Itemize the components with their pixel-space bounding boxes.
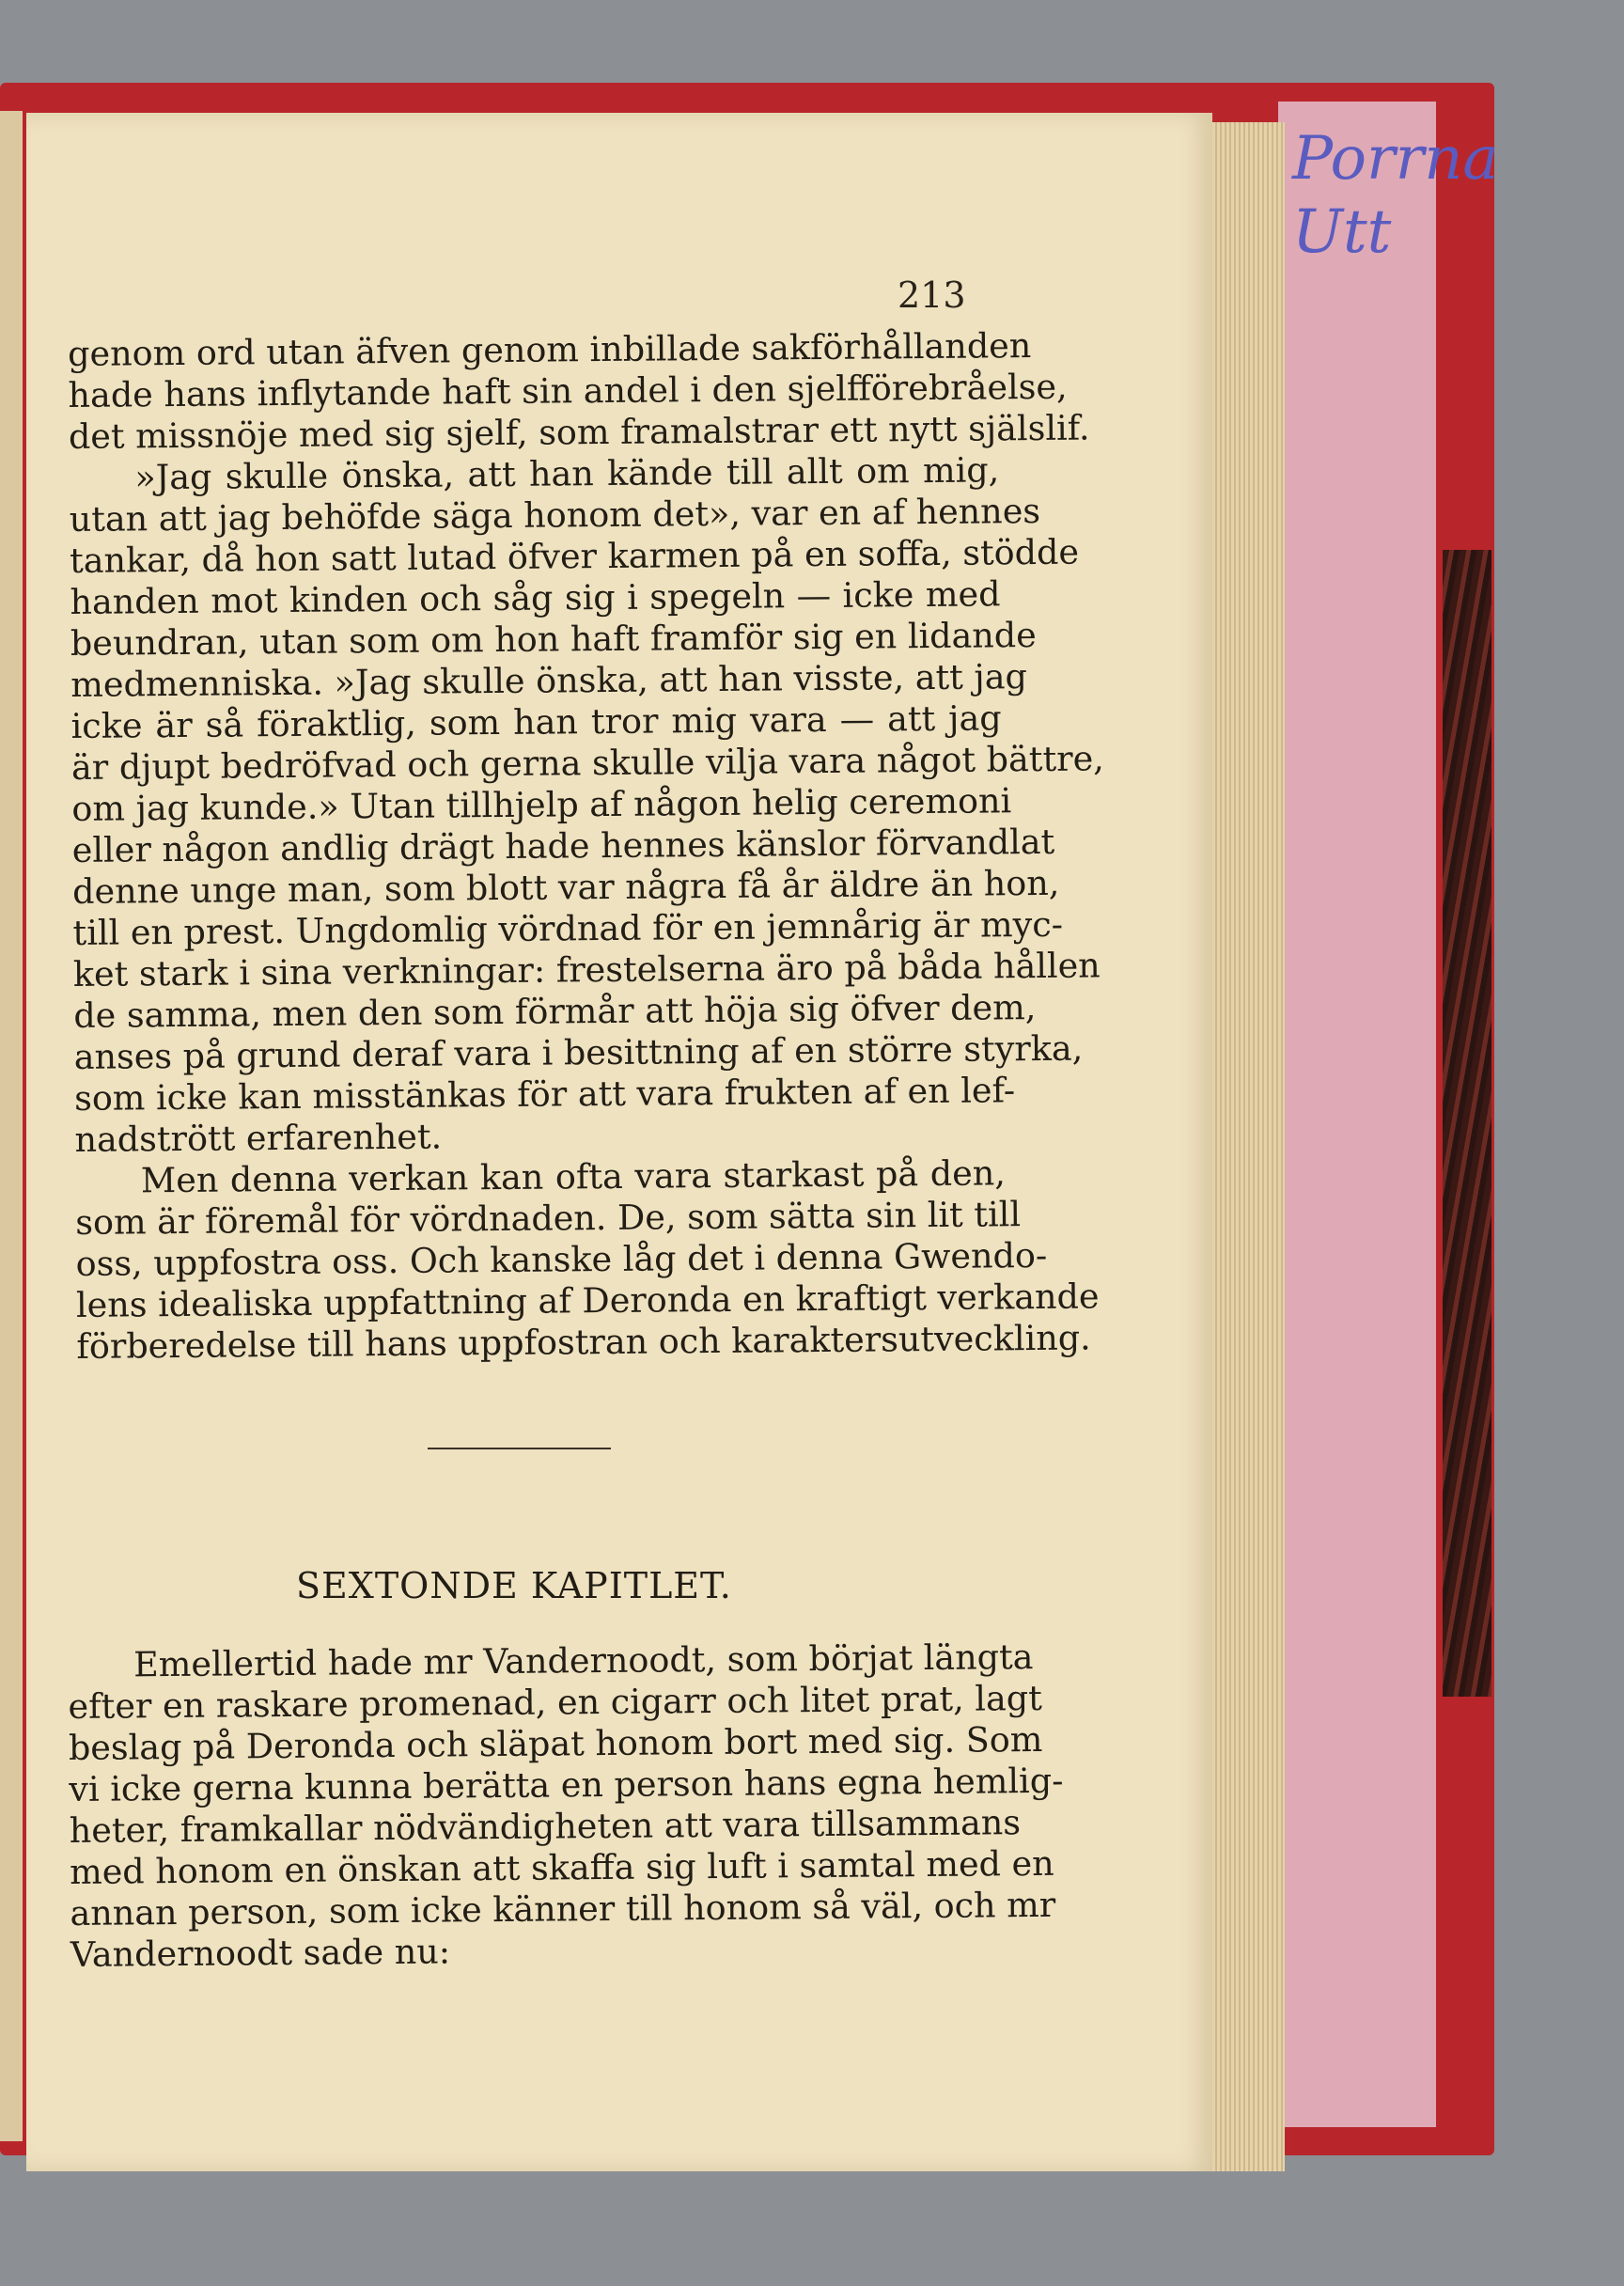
text-line: oss, uppfostra oss. Och kanske låg det i denna Gwendo- — [75, 1234, 1048, 1284]
chapter-heading: SEXTONDE KAPITLET. — [296, 1565, 732, 1606]
text-line: förberedelse till hans uppfostran och karaktersutveckling. — [76, 1317, 1091, 1367]
facing-page-edge — [0, 111, 23, 2141]
text-line: Emellertid hade mr Vandernoodt, som börjat längta — [133, 1636, 1034, 1685]
text-line: anses på grund deraf vara i besittning af en större styrka, — [73, 1027, 1084, 1077]
handwriting-line: Porrna — [1292, 124, 1499, 194]
text-line: nadstrött erfarenhet. — [74, 1116, 443, 1160]
text-line: Men denna verkan kan ofta vara starkast på den, — [140, 1152, 1007, 1201]
text-line: efter en raskare promenad, en cigarr och litet prat, lagt — [68, 1677, 1042, 1727]
text-line: medmenniska. »Jag skulle önska, att han visste, att jag — [70, 656, 1028, 705]
text-line: handen mot kinden och såg sig i spegeln — icke med — [70, 573, 1001, 622]
text-line: beslag på Deronda och släpat honom bort med sig. Som — [68, 1718, 1043, 1768]
text-line: ket stark i sina verkningar: frestelserna äro på båda hållen — [72, 945, 1101, 994]
text-line: beundran, utan som om hon haft framför sig en lidande — [70, 615, 1037, 664]
text-line: vi icke gerna kunna berätta en person hans egna hemlig- — [69, 1760, 1064, 1809]
text-line: tankar, då hon satt lutad öfver karmen på en soffa, stödde — [69, 531, 1080, 581]
text-line: eller någon andlig drägt hade hennes känslor förvandlat — [71, 821, 1055, 870]
cover-marbled-spine — [1443, 550, 1491, 1697]
text-line: till en prest. Ungdomlig vördnad för en jemnårig är myc- — [72, 903, 1064, 953]
text-line: hade hans inflytande haft sin andel i den sjelfförebråelse, — [68, 366, 1068, 415]
text-line: lens idealiska uppfattning af Deronda en kraftigt verkande — [75, 1276, 1100, 1325]
page-edges — [1208, 122, 1285, 2171]
text-line: heter, framkallar nödvändigheten att vara tillsammans — [69, 1802, 1022, 1851]
text-line: som icke kan misstänkas för att vara frukten af en lef- — [73, 1070, 1016, 1119]
body-text-bottom — [68, 1636, 1064, 1976]
text-line: icke är så föraktlig, som han tror mig vara — att jag — [70, 697, 1002, 746]
text-line: »Jag skulle önska, att han kände till allt om mig, — [134, 449, 1000, 498]
text-line: som är föremål för vördnaden. De, som sätta sin lit till — [75, 1194, 1022, 1243]
handwriting-line: Utt — [1292, 197, 1392, 267]
pink-endpaper — [1278, 102, 1436, 2127]
handwritten-note — [1292, 122, 1499, 282]
text-line: Vandernoodt sade nu: — [70, 1931, 451, 1975]
text-line: med honom en önskan att skaffa sig luft i samtal med en — [69, 1842, 1054, 1892]
body-text-top — [68, 325, 1104, 1368]
page-number: 213 — [898, 274, 966, 316]
text-line: genom ord utan äfven genom inbillade sakförhållanden — [68, 325, 1032, 374]
text-line: det missnöje med sig sjelf, som framalstrar ett nytt själslif. — [68, 407, 1090, 457]
text-line: denne unge man, som blott var några få år äldre än hon, — [71, 862, 1060, 912]
text-line: annan person, som icke känner till honom så väl, och mr — [70, 1884, 1056, 1934]
text-line: de samma, men den som förmår att höja sig öfver dem, — [73, 987, 1037, 1036]
text-line: utan att jag behöfde säga honom det», var en af hennes — [69, 490, 1041, 540]
section-separator — [428, 1448, 611, 1449]
text-line: om jag kunde.» Utan tillhjelp af någon helig ceremoni — [71, 780, 1012, 829]
text-line: är djupt bedröfvad och gerna skulle vilja vara något bättre, — [70, 738, 1104, 788]
